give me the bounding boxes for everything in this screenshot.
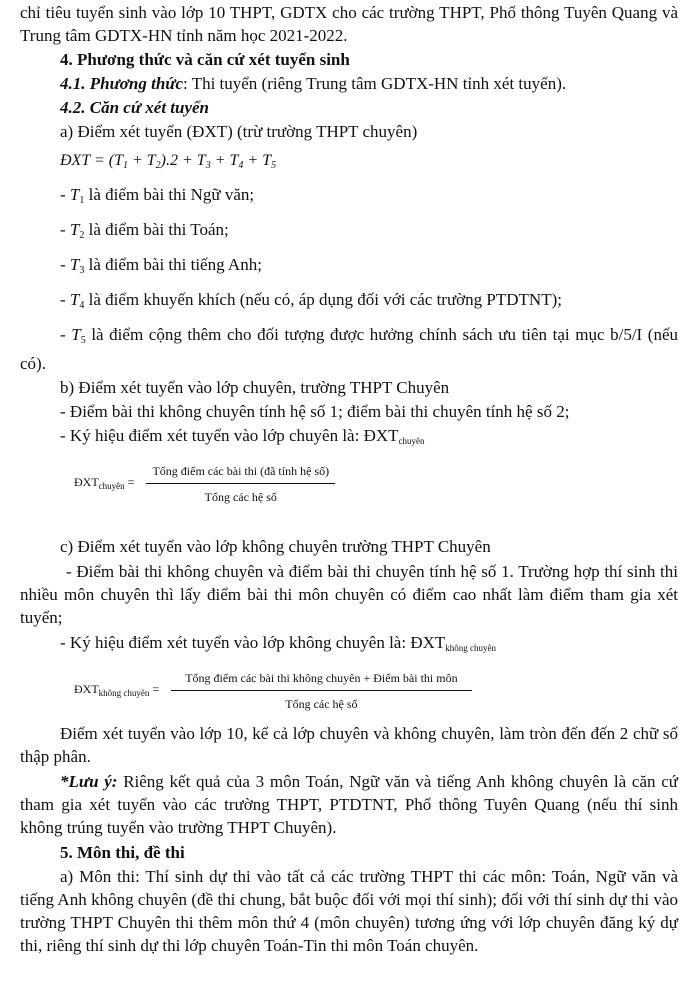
- note-paragraph: [20, 770, 678, 839]
- t5-definition: - T5 là điểm cộng thêm cho đối tượng được hưởng chính sách ưu tiên tại mục b/5/I (nếu có).: [20, 325, 678, 373]
- fraction-2-lhs: $ĐXT_{không chuyên}$ =: [74, 682, 160, 698]
- section-4-1-label: 4.1. Phương thức: [60, 74, 184, 93]
- fraction-2-denominator: Tổng các hệ số: [285, 697, 358, 711]
- fraction-1: [146, 463, 335, 505]
- item-c-coefficients: - Điểm bài thi không chuyên và điểm bài thi chuyên tính hệ số 1. Trường hợp thí sinh thi nhiều môn chuyên thì lấy điểm bài thi môn chuyên có điểm cao nhất làm điểm tham gia xét tuyển;: [20, 562, 678, 627]
- fraction-2: [171, 670, 471, 712]
- item-b-symbol: - Ký hiệu điểm xét tuyển vào lớp chuyên là: ĐXTchuyên: [60, 426, 425, 446]
- section-4-1: [20, 72, 678, 95]
- item-a-heading: a) Điểm xét tuyển (ĐXT) (trừ trường THPT chuyên): [60, 122, 418, 141]
- t1-definition: - T1 là điểm bài thi Ngữ văn;: [60, 185, 255, 206]
- fraction-1-numerator: Tổng điểm các bài thi (đã tính hệ số): [152, 464, 330, 478]
- t3-definition: - T3 là điểm bài thi tiếng Anh;: [60, 255, 262, 276]
- section-4-2-heading: 4.2. Căn cứ xét tuyển: [60, 98, 210, 117]
- section-5-a-paragraph: a) Môn thi: Thí sinh dự thi vào tất cả các trường THPT thi các môn: Toán, Ngữ văn và tiếng Anh không chuyên (đề thi chung, bắt buộc đối với mọi thí sinh); đối với thí sinh dự thi vào trường THPT Chuyên thi thêm môn thứ 4 (môn chuyên) tương ứng với lớp chuyên đăng ký dự thi, riêng thí sinh dự thi lớp chuyên Toán-Tin thi môn Toán chuyên.: [20, 867, 678, 955]
- formula-dxt: ĐXT = (T1 + T2).2 + T3 + T4 + T5: [60, 152, 277, 171]
- item-c-symbol: - Ký hiệu điểm xét tuyển vào lớp không chuyên là: ĐXTkhông chuyên: [60, 633, 497, 653]
- t2-definition: - T2 là điểm bài thi Toán;: [60, 220, 229, 241]
- fraction-1-lhs: $ĐXT_{chuyên}$ =: [74, 475, 135, 491]
- t4-definition: - T4 là điểm khuyến khích (nếu có, áp dụng đối với các trường PTDTNT);: [60, 290, 562, 311]
- fraction-2-numerator: Tổng điểm các bài thi không chuyên + Điểm bài thi môn: [185, 671, 458, 685]
- item-b-heading: b) Điểm xét tuyển vào lớp chuyên, trường THPT Chuyên: [60, 378, 450, 397]
- note-label: *Lưu ý:: [60, 772, 118, 791]
- section-4-heading: 4. Phương thức và căn cứ xét tuyển sinh: [60, 50, 350, 69]
- section-5-heading: 5. Môn thi, đề thi: [60, 843, 185, 862]
- fraction-dxt-khong-chuyen: [20, 670, 678, 712]
- intro-paragraph: chỉ tiêu tuyển sinh vào lớp 10 THPT, GDTX cho các trường THPT, Phổ thông Tuyên Quang và Trung tâm GDTX-HN tỉnh năm học 2021-2022.: [20, 3, 678, 45]
- fraction-1-denominator: Tổng các hệ số: [204, 490, 277, 504]
- note-text: Riêng kết quả của 3 môn Toán, Ngữ văn và tiếng Anh không chuyên là căn cứ tham gia xét tuyển vào các trường THPT, PTDTNT, Phổ thông Tuyên Quang (nếu thí sinh không trúng tuyển vào trường THPT Chuyên).: [20, 772, 678, 837]
- rounding-paragraph: Điểm xét tuyển vào lớp 10, kể cả lớp chuyên và không chuyên, làm tròn đến đến 2 chữ số thập phân.: [20, 724, 678, 766]
- item-b-coefficients: - Điểm bài thi không chuyên tính hệ số 1; điểm bài thi chuyên tính hệ số 2;: [60, 402, 570, 421]
- section-4-1-text: : Thi tuyển (riêng Trung tâm GDTX-HN tỉnh xét tuyển).: [183, 74, 567, 93]
- fraction-dxt-chuyen: [20, 463, 678, 505]
- item-c-heading: c) Điểm xét tuyển vào lớp không chuyên trường THPT Chuyên: [60, 537, 491, 556]
